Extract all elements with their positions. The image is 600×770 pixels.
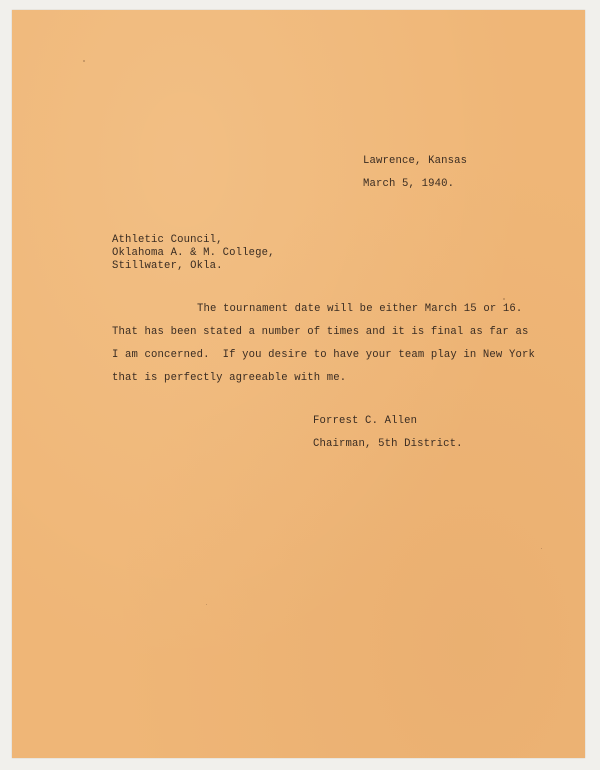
paper-speck <box>541 548 542 549</box>
signature-name: Forrest C. Allen <box>313 415 418 427</box>
body-line-2: That has been stated a number of times and it is final as far as <box>112 326 529 338</box>
body-line-3: I am concerned. If you desire to have your team play in New York <box>112 349 535 361</box>
paper-speck <box>503 298 505 300</box>
recipient-line-2: Oklahoma A. & M. College, <box>112 247 275 259</box>
signature-title: Chairman, 5th District. <box>313 438 463 450</box>
letter-place: Lawrence, Kansas <box>363 155 468 167</box>
recipient-line-1: Athletic Council, <box>112 234 223 246</box>
paper-speck <box>83 60 85 62</box>
paper-speck <box>206 604 207 605</box>
letter-date: March 5, 1940. <box>363 178 455 190</box>
body-line-4: that is perfectly agreeable with me. <box>112 372 347 384</box>
recipient-line-3: Stillwater, Okla. <box>112 260 223 272</box>
body-line-1: The tournament date will be either March 15 or 16. <box>197 303 523 315</box>
